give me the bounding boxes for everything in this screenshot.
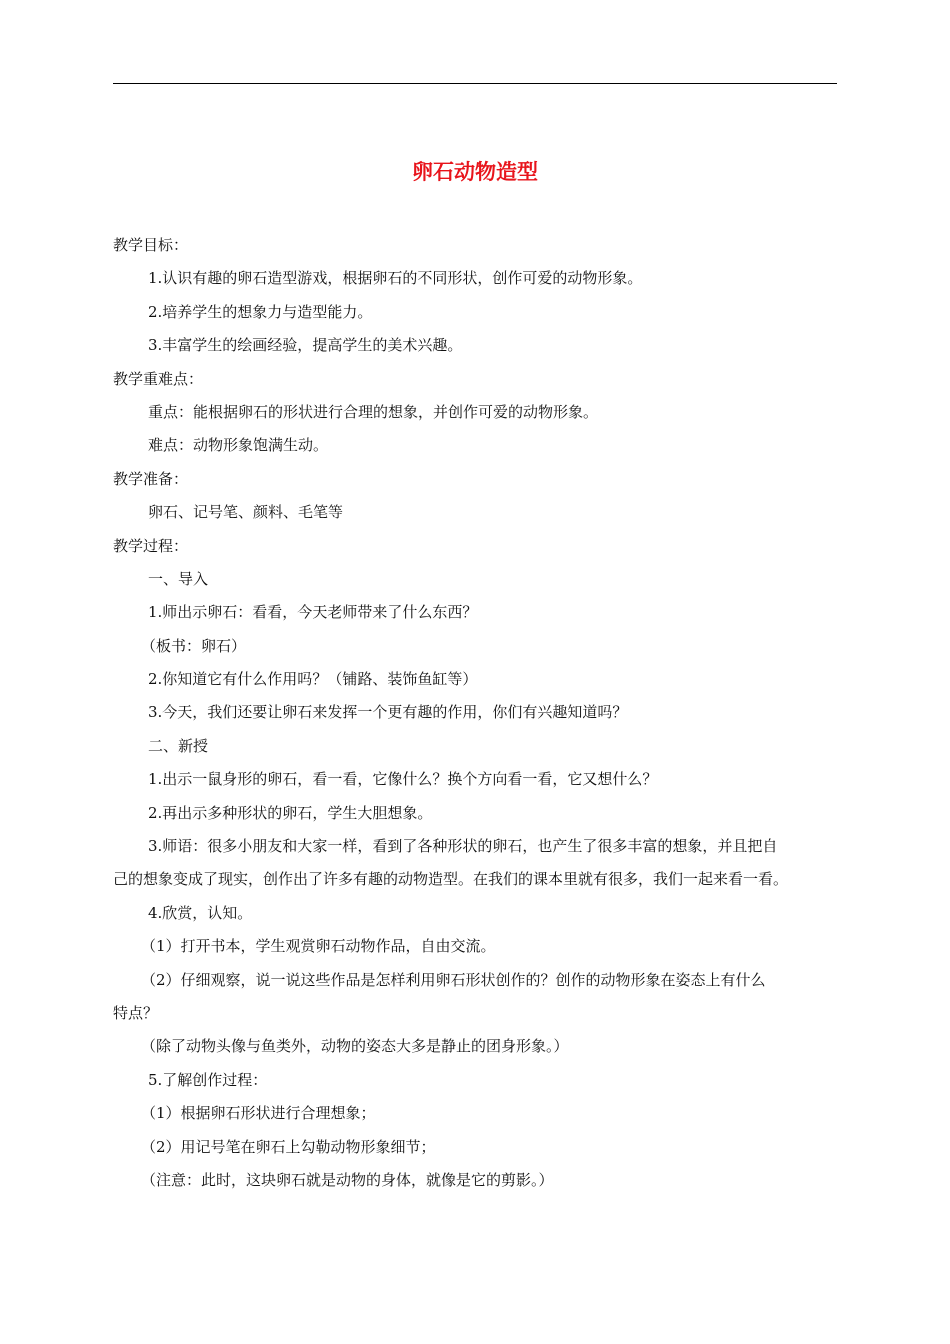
- text-line: 5.了解创作过程：: [148, 1070, 268, 1089]
- text-line: 教学准备：: [113, 469, 189, 488]
- text-line: 2.培养学生的想象力与造型能力。: [148, 302, 373, 321]
- text-line: （2）用记号笔在卵石上勾勒动物形象细节；: [141, 1137, 436, 1156]
- text-line: 4.欣赏，认知。: [148, 903, 253, 922]
- text-line: （1）打开书本，学生观赏卵石动物作品，自由交流。: [141, 937, 496, 956]
- text-line: 二、新授: [148, 736, 209, 755]
- text-line: 教学目标：: [113, 236, 189, 254]
- text-line: 难点：动物形象饱满生动。: [148, 436, 329, 455]
- text-line: 一、导入: [148, 569, 209, 588]
- text-line: 特点？: [113, 1003, 159, 1022]
- text-line: 1.师出示卵石：看看，今天老师带来了什么东西？: [148, 603, 478, 622]
- text-line: 教学重难点：: [113, 369, 204, 388]
- header-rule: [113, 83, 837, 84]
- text-line: 己的想象变成了现实，创作出了许多有趣的动物造型。在我们的课本里就有很多，我们一起来看一看。: [113, 870, 789, 889]
- text-line: 1.认识有趣的卵石造型游戏，根据卵石的不同形状，创作可爱的动物形象。: [148, 269, 643, 288]
- text-line: 3.今天，我们还要让卵石来发挥一个更有趣的作用，你们有兴趣知道吗？: [148, 703, 628, 722]
- text-line: 1.出示一鼠身形的卵石，看一看，它像什么？换个方向看一看，它又想什么？: [148, 770, 658, 789]
- text-line: 卵石、记号笔、颜料、毛笔等: [148, 503, 344, 522]
- text-line: （1）根据卵石形状进行合理想象；: [141, 1104, 376, 1123]
- text-line: 重点：能根据卵石的形状进行合理的想象，并创作可爱的动物形象。: [148, 402, 599, 421]
- text-line: 2.你知道它有什么作用吗？（铺路、装饰鱼缸等）: [148, 670, 478, 689]
- text-line: 3.丰富学生的绘画经验，提高学生的美术兴趣。: [148, 336, 463, 355]
- text-line: （除了动物头像与鱼类外，动物的姿态大多是静止的团身形象。）: [141, 1037, 569, 1056]
- document-title: 卵石动物造型: [412, 160, 538, 184]
- text-line: （2）仔细观察，说一说这些作品是怎样利用卵石形状创作的？创作的动物形象在姿态上有什么: [141, 970, 766, 989]
- text-line: （注意：此时，这块卵石就是动物的身体，就像是它的剪影。）: [141, 1170, 554, 1189]
- text-line: 2.再出示多种形状的卵石，学生大胆想象。: [148, 803, 433, 822]
- text-line: 3.师语：很多小朋友和大家一样，看到了各种形状的卵石，也产生了很多丰富的想象，并且把自: [148, 837, 778, 856]
- text-line: 教学过程：: [113, 536, 189, 555]
- text-line: （板书：卵石）: [141, 636, 247, 655]
- document-body: [113, 229, 848, 1197]
